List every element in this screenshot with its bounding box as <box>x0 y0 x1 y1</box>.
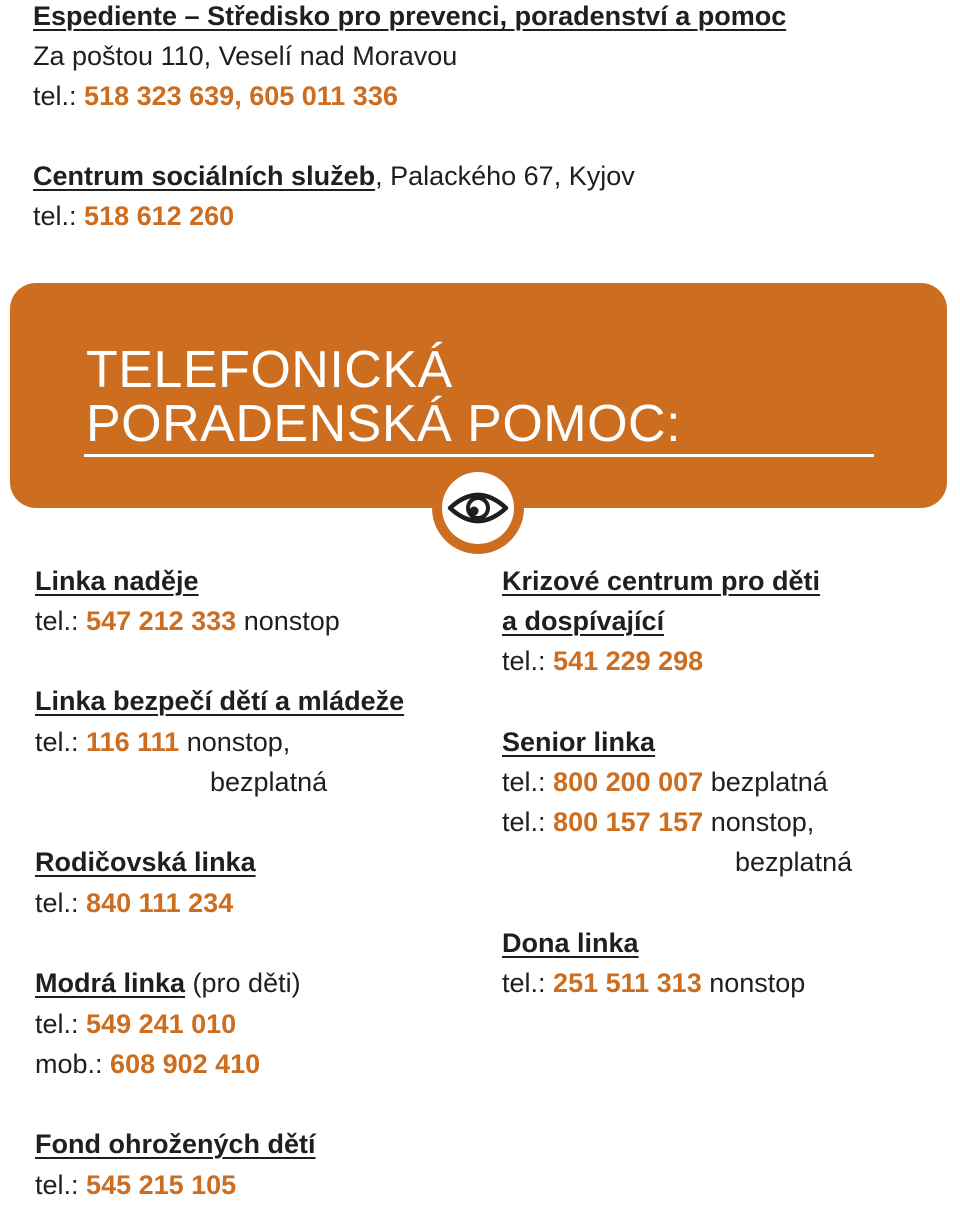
banner-divider <box>84 454 874 457</box>
tel-label: tel.: <box>33 81 77 111</box>
senior-linka-phone1: 800 200 007 <box>553 767 704 797</box>
tel-label: tel.: <box>502 767 546 797</box>
tel-label: tel.: <box>35 1170 79 1200</box>
tel-label: tel.: <box>35 727 79 757</box>
linka-bezpeci-phone-row <box>35 729 290 756</box>
senior-linka-phone2-row <box>502 809 814 836</box>
banner-title-line2: PORADENSKÁ POMOC: <box>86 395 682 453</box>
dona-linka-name: Dona linka <box>502 928 639 958</box>
linka-bezpeci-note2: bezplatná <box>210 767 328 797</box>
espediente-phone: 518 323 639, 605 011 336 <box>84 81 398 111</box>
eye-icon <box>447 486 509 530</box>
espediente-phone-row <box>33 83 398 110</box>
rodicovska-linka-phone: 840 111 234 <box>86 888 234 918</box>
modra-linka-name: Modrá linka <box>35 968 186 998</box>
tel-label: tel.: <box>35 606 79 636</box>
centrum-phone: 518 612 260 <box>84 201 235 231</box>
senior-linka-phone1-row <box>502 769 828 796</box>
tel-label: tel.: <box>502 807 546 837</box>
krizove-centrum-name-line1: Krizové centrum pro děti <box>502 566 821 596</box>
senior-linka-note3: bezplatná <box>735 847 853 877</box>
senior-linka-phone2: 800 157 157 <box>553 807 704 837</box>
banner-title-line1: TELEFONICKÁ <box>86 341 453 399</box>
tel-label: tel.: <box>33 201 77 231</box>
krizove-centrum-name-line2: a dospívající <box>502 606 665 636</box>
tel-label: tel.: <box>502 968 546 998</box>
senior-linka-note2: nonstop, <box>703 807 815 837</box>
dona-linka-note: nonstop <box>701 968 806 998</box>
dona-linka-phone: 251 511 313 <box>553 968 702 998</box>
fond-phone: 545 215 105 <box>86 1170 237 1200</box>
tel-label: tel.: <box>35 1009 79 1039</box>
fond-phone-row <box>35 1172 236 1199</box>
linka-bezpeci-phone: 116 111 <box>86 727 180 757</box>
linka-nadeje-phone: 547 212 333 <box>86 606 237 636</box>
modra-linka-phone: 549 241 010 <box>86 1009 237 1039</box>
linka-nadeje-phone-row <box>35 608 340 635</box>
tel-label: tel.: <box>35 888 79 918</box>
modra-linka-note: (pro děti) <box>185 968 301 998</box>
krizove-centrum-phone-row <box>502 648 703 675</box>
tel-label: tel.: <box>502 646 546 676</box>
modra-linka-mobile-row <box>35 1051 260 1078</box>
espediente-name: Espediente – Středisko pro prevenci, poradenství a pomoc <box>33 1 787 31</box>
dona-linka-phone-row <box>502 970 805 997</box>
fond-name: Fond ohrožených dětí <box>35 1129 316 1159</box>
centrum-phone-row <box>33 203 234 230</box>
senior-linka-name: Senior linka <box>502 727 656 757</box>
modra-linka-mobile: 608 902 410 <box>110 1049 261 1079</box>
rodicovska-linka-phone-row <box>35 890 233 917</box>
krizove-centrum-phone: 541 229 298 <box>553 646 704 676</box>
espediente-address: Za poštou 110, Veselí nad Moravou <box>33 41 458 71</box>
centrum-row <box>33 163 635 190</box>
senior-linka-note1: bezplatná <box>703 767 828 797</box>
modra-linka-row <box>35 970 301 997</box>
eye-badge <box>432 462 524 554</box>
linka-bezpeci-note: nonstop, <box>179 727 291 757</box>
centrum-name: Centrum sociálních služeb <box>33 161 376 191</box>
linka-nadeje-note: nonstop <box>236 606 340 636</box>
linka-bezpeci-name: Linka bezpečí dětí a mládeže <box>35 686 405 716</box>
mob-label: mob.: <box>35 1049 103 1079</box>
rodicovska-linka-name: Rodičovská linka <box>35 847 256 877</box>
eye-badge-inner <box>442 472 514 544</box>
linka-nadeje-name: Linka naděje <box>35 566 199 596</box>
centrum-address: , Palackého 67, Kyjov <box>375 161 635 191</box>
modra-linka-phone-row <box>35 1011 236 1038</box>
